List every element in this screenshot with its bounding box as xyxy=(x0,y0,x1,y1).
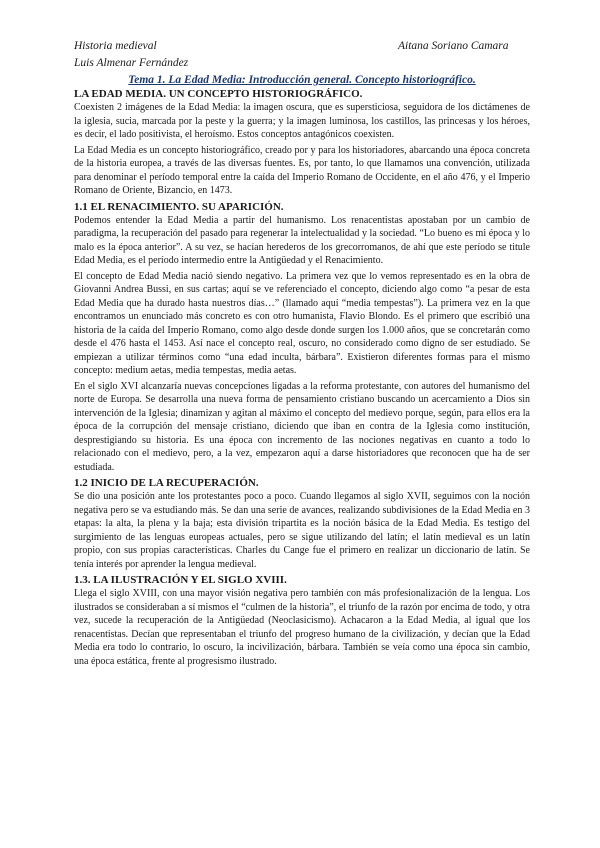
paragraph: Coexisten 2 imágenes de la Edad Media: la imagen oscura, que es supersticiosa, seguidora de los dictámenes de la iglesia, sucia, marcada por la peste y la guerra; y la imagen luminosa, los castillos, las princesas y los héroes, es decir, el lado positivista, el heroísmo. Estos conceptos antagónicos coexisten. xyxy=(74,102,530,140)
section-heading: LA EDAD MEDIA. UN CONCEPTO HISTORIOGRÁFICO. xyxy=(74,88,363,100)
section-recuperacion xyxy=(74,476,530,571)
section-intro xyxy=(74,87,530,198)
paragraph: En el siglo XVI alcanzaría nuevas concepciones ligadas a la reforma protestante, con autores del humanismo del norte de Europa. Se desarrolla una nueva forma de pensamiento cristiano buscando un acercamiento a Dios sin intervención de la Iglesia; dinamizan y agitan al máximo el concepto del medievo porque, según, para ellos era la época de la corrupción del mensaje cristiano, diciendo que iban en contra de la Iglesia como institución, desprestigiando su historia. Es una época con incremento de las nociones negativas en cuanto a todo lo relacionado con el medievo, pero, a la vez, empezaron aquí a darse historiadores que reconocen que ha de ser estudiada. xyxy=(74,380,530,473)
section-heading: 1.2 INICIO DE LA RECUPERACIÓN. xyxy=(74,477,259,489)
paragraph: Podemos entender la Edad Media a partir del humanismo. Los renacentistas apostaban por un cambio de paradigma, la recuperación del pasado para regenerar la intelectualidad y la sociedad. “Lo bueno es mi época y lo malo es la época anterior”. A su vez, se hacían herederos de los grecorromanos, de ahí que este período se titule Edad Media, es el período intermedio entre la Antigüedad y el Renacimiento. xyxy=(74,214,530,266)
section-heading: 1.1 EL RENACIMIENTO. SU APARICIÓN. xyxy=(74,200,284,213)
document-title: Tema 1. La Edad Media: Introducción general. Concepto historiográfico. xyxy=(128,74,476,86)
paragraph: Se dio una posición ante los protestantes poco a poco. Cuando llegamos al siglo XVII, seguimos con la noción negativa pero se va estudiando más. Se dan una serie de avances, realizando subdivisiones de la Edad Media en 3 etapas: la alta, la plena y la baja; esta división tripartita es la noción básica de la Edad Media. Es testigo del surgimiento de las lenguas europeas actuales, pero se sigue utilizando del latín; el latín medieval es un latín propio, con sus propias características. Charles du Cange fue el primero en realizar un diccionario de latín. Se tenía interés por aprender la lengua medieval. xyxy=(74,491,530,570)
section-heading: 1.3. LA ILUSTRACIÓN Y EL SIGLO XVIII. xyxy=(74,574,287,586)
document-body xyxy=(74,73,530,670)
paragraph: La Edad Media es un concepto historiográfico, creado por y para los historiadores, abarcando una época concreta de la historia europea, a través de las diversas fuentes. Es, por tanto, lo que llamamos una convención, utilizada para denominar el período temporal entre la caída del Imperio Romano de Occidente, en el año 476, y el Imperio Romano de Oriente, Bizancio, en 1473. xyxy=(74,144,530,196)
paragraph: El concepto de Edad Media nació siendo negativo. La primera vez que lo vemos representado es en la obra de Giovanni Andrea Bussi, en sus cartas; aquí se ve referenciado el concepto, diciendo algo como “a pesar de esta Edad Media que ha durado hasta nuestros días…” (llamado aquí “media tempestas”). La primera vez en la que encontramos un enunciado más concreto es con otro humanista, Flavio Blondo. Es el primero que escribió una historia de la caída del Imperio Romano, como algo desde donde surgen los 1.000 años, que se concretarán como desde el 476 hasta el 1453. Así nace el concepto real, oscuro, no considerado como digno de ser estudiado. Se empiezan a utilizar términos como “una edad inculta, bárbara”. Existieron diferentes formas para el mismo concepto: medium aetas, media tempestas, media aetas. xyxy=(74,270,530,376)
section-ilustracion xyxy=(74,573,530,668)
section-renacimiento xyxy=(74,200,530,475)
paragraph: Llega el siglo XVIII, con una mayor visión negativa pero también con más profesionalización de la lengua. Los ilustrados se consideraban a sí mismos el “culmen de la historia”, el triunfo de la razón por encima de todo, y otra vez, sucede la recuperación de la Antigüedad (Neoclasicismo). Achacaron a la Edad Media, al igual que los renacentistas. Decían que representaban el triunfo del progreso humano de la civilización, y decían que la Edad Media era todo lo contrario, lo oscuro, la incivilización, bárbara. También se veía como una época sin cambio, una época estática, frente al progresismo ilustrado. xyxy=(74,588,530,667)
header-author: Aitana Soriano Camara xyxy=(398,40,509,52)
header-subject: Historia medieval xyxy=(74,40,157,52)
header-left xyxy=(74,38,188,72)
header-teacher: Luis Almenar Fernández xyxy=(74,57,189,69)
